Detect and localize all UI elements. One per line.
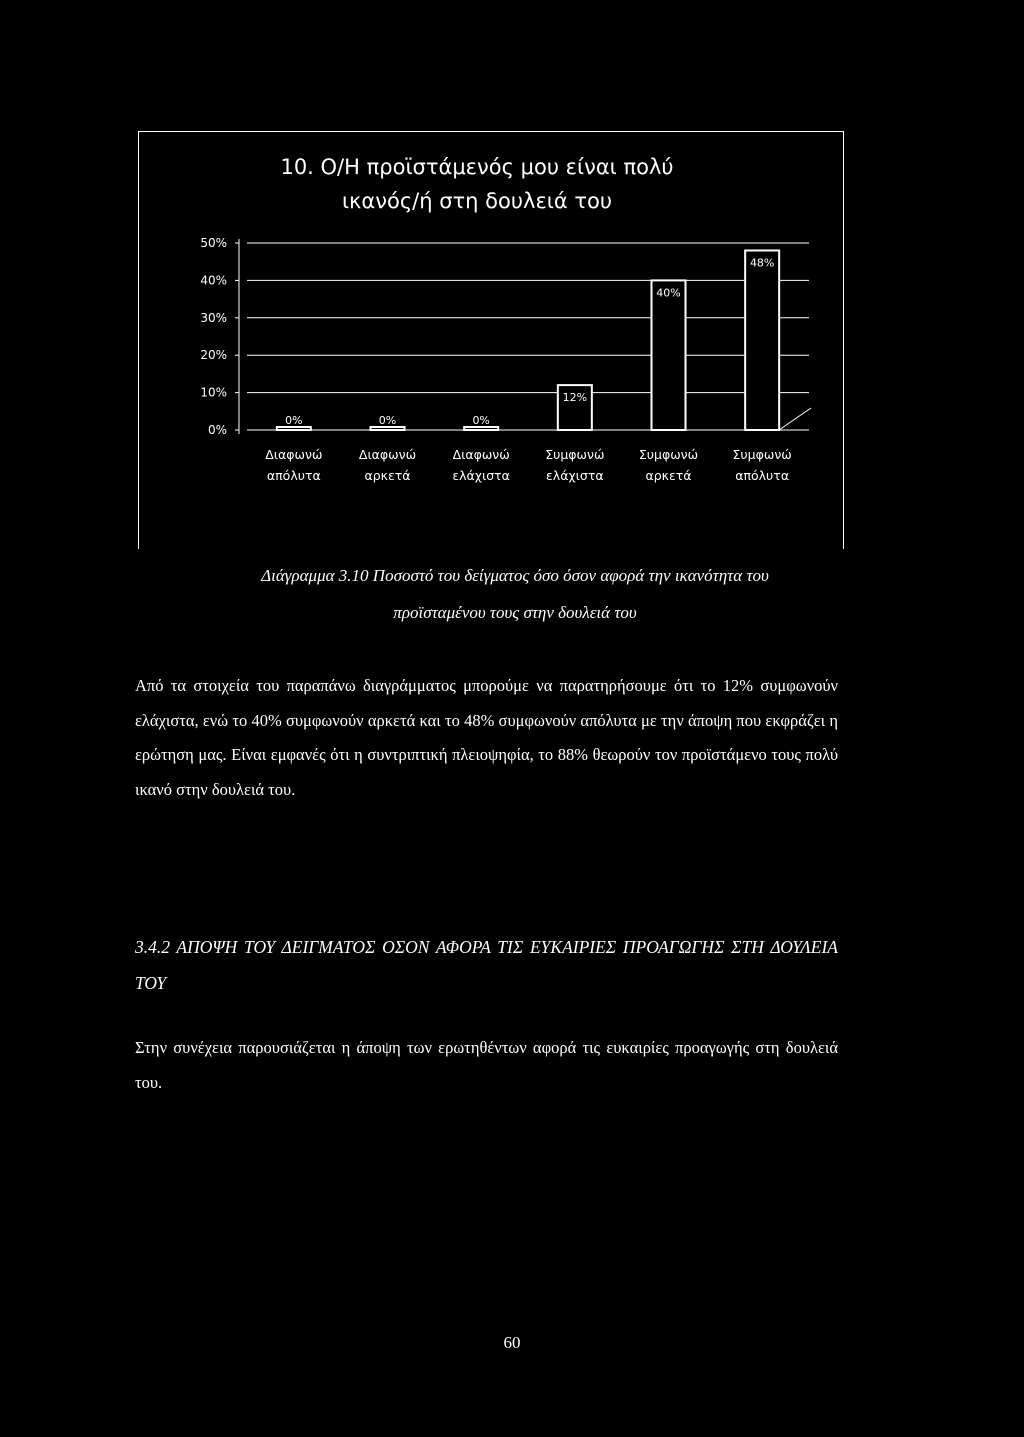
bar xyxy=(652,280,686,430)
chart-caption-line-2: προϊσταμένου τους στην δουλειά του xyxy=(393,603,637,622)
x-category-label: Συμφωνώ xyxy=(732,447,792,462)
chart-floor-edge xyxy=(779,408,811,430)
section-heading: 3.4.2 ΑΠΟΨΗ ΤΟΥ ΔΕΙΓΜΑΤΟΣ ΟΣΟΝ ΑΦΟΡΑ ΤΙΣ ΕΥΚΑΙΡΙΕΣ ΠΡΟΑΓΩΓΗΣ ΣΤΗ ΔΟΥΛΕΙΑ ΤΟΥ xyxy=(135,937,838,993)
chart-title-line-1: 10. Ο/Η προϊστάμενός μου είναι πολύ xyxy=(280,155,674,179)
y-tick-label: 0% xyxy=(207,423,227,437)
bar xyxy=(371,427,405,430)
x-category-label: Διαφωνώ xyxy=(265,447,323,462)
bar-data-label: 0% xyxy=(472,414,490,427)
x-category-label: Συμφωνώ xyxy=(545,447,605,462)
bar xyxy=(277,427,311,430)
x-category-label: αρκετά xyxy=(364,468,411,483)
bar-data-label: 0% xyxy=(378,414,397,427)
y-tick-label: 20% xyxy=(200,348,227,363)
chart-title-line-2: ικανός/ή στη δουλειά του xyxy=(341,189,613,213)
x-category-label: Συμφωνώ xyxy=(638,447,699,462)
body-paragraph: Από τα στοιχεία του παραπάνω διαγράμματος μπορούμε να παρατηρήσουμε ότι το 12% συμφωνούν ελάχιστα, ενώ το 40% συμφωνούν αρκετά και το 48% συμφωνούν απόλυτα με την άποψη που εκφράζει η ερώτηση μας. Είναι εμφανές ότι η συντριπτική πλειοψηφία, το 88% θεωρούν τον προϊστάμενο τους πολύ ικανό στην δουλειά του. xyxy=(135,676,838,799)
bar-chart xyxy=(139,132,845,550)
bar-data-label: 48% xyxy=(749,256,775,270)
intro-paragraph: Στην συνέχεια παρουσιάζεται η άποψη των ερωτηθέντων αφορά τις ευκαιρίες προαγωγής στη δουλειά του. xyxy=(135,1038,838,1092)
x-category-label: ελάχιστα xyxy=(452,468,510,483)
x-category-label: Διαφωνώ xyxy=(452,447,510,462)
page-number: 60 xyxy=(503,1333,521,1352)
x-category-label: απόλυτα xyxy=(266,468,321,483)
bar xyxy=(464,427,498,430)
chart-frame xyxy=(138,131,844,549)
y-tick-label: 40% xyxy=(200,273,227,288)
y-tick-label: 50% xyxy=(200,236,227,250)
y-tick-label: 30% xyxy=(200,310,227,325)
x-category-label: απόλυτα xyxy=(735,468,790,483)
bar xyxy=(745,250,779,430)
x-category-label: ελάχιστα xyxy=(546,468,604,483)
x-category-label: αρκετά xyxy=(645,468,692,483)
bar-data-label: 0% xyxy=(285,414,303,427)
bar-data-label: 12% xyxy=(562,391,588,405)
chart-caption-line-1: Διάγραμμα 3.10 Ποσοστό του δείγματος όσο όσον αφορά την ικανότητα του xyxy=(261,566,769,585)
y-tick-label: 10% xyxy=(200,385,227,400)
bar-data-label: 40% xyxy=(656,286,681,300)
x-category-label: Διαφωνώ xyxy=(358,447,417,462)
